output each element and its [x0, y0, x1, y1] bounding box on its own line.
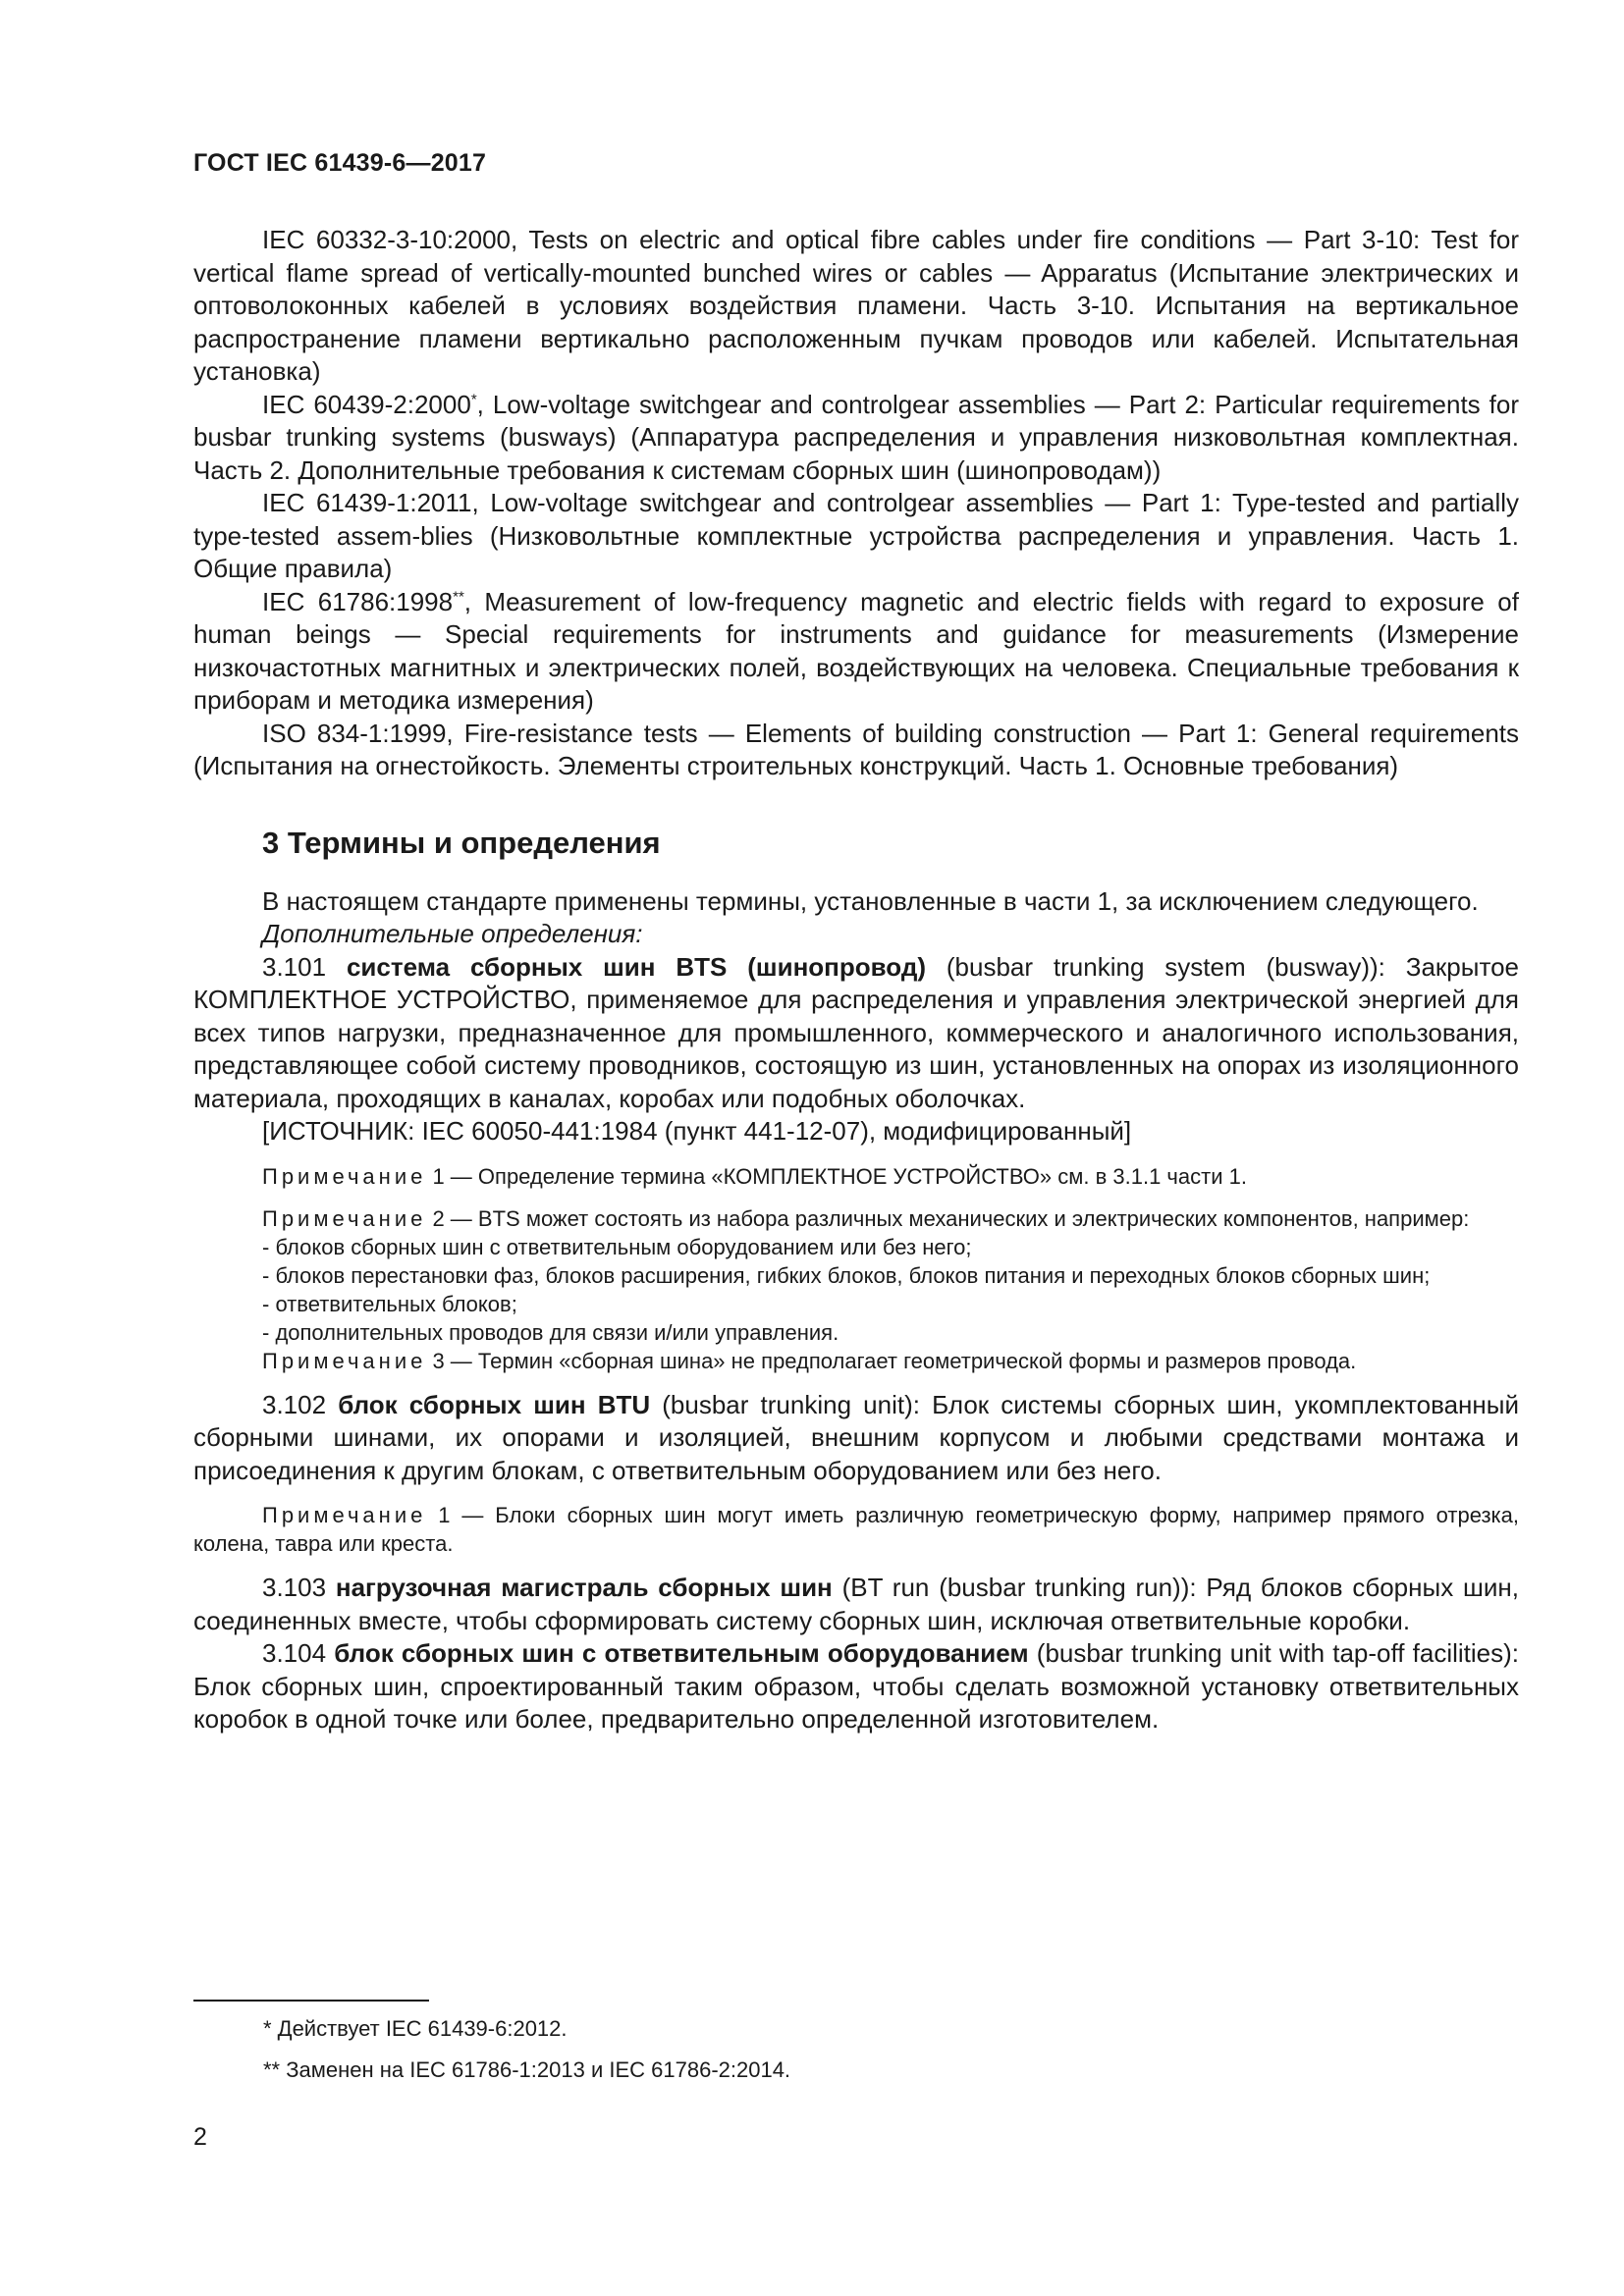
reference-code: IEC 61786:1998: [262, 586, 454, 616]
note-text: 3 — Термин «сборная шина» не предполагает геометрической формы и размеров провода.: [426, 1348, 1357, 1373]
reference-code: IEC 60439-2:2000: [262, 389, 471, 419]
reference-iec-60332: IEC 60332-3-10:2000, Tests on electric and optical fibre cables under fire conditions — Part 3-10: Test for vertical flame spread of vertically-mounted bunched wires or cables — Apparatus (Испытание электрических и оптоволоконных кабелей в условиях воздействия пламени. Часть 3-10. Испытания на вертикальное распространение пламени вертикально расположенным пучкам проводов или кабелей. Испытательная установка): [193, 225, 1519, 386]
page-number: 2: [193, 2123, 207, 2151]
definition-number: 3.103: [262, 1573, 336, 1602]
document-header: ГОСТ IEC 61439-6—2017: [193, 149, 487, 177]
list-item: - ответвительных блоков;: [262, 1291, 517, 1316]
list-item: - блоков перестановки фаз, блоков расширения, гибких блоков, блоков питания и переходных блоков сборных шин;: [262, 1262, 1431, 1288]
reference-text: , Measurement of low-frequency magnetic and electric fields with regard to exposure of human beings — Special requirements for instruments and guidance for measurements (Измерение низкочастотных магнитных и электрических полей, воздействующих на человека. Специальные требования к приборам и методика измерения): [193, 586, 1519, 715]
footnote-mark[interactable]: *: [470, 390, 477, 407]
list-item: - блоков сборных шин с ответвительным оборудованием или без него;: [262, 1234, 972, 1259]
reference-iso-834: ISO 834-1:1999, Fire-resistance tests — Elements of building construction — Part 1: General requirements (Испытания на огнестойкость. Элементы строительных конструкций. Часть 1. Основные требования): [193, 718, 1519, 780]
footnotes: [263, 2014, 790, 2097]
reference-iec-60439: [193, 389, 1519, 488]
definition-3-103: [193, 1572, 1519, 1637]
note-text: 1 — Блоки сборных шин могут иметь различную геометрическую форму, например прямого отрезка, колена, тавра или креста.: [193, 1503, 1519, 1556]
definition-text: (busbar trunking system (busway)): Закрытое КОМПЛЕКТНОЕ УСТРОЙСТВО, применяемое для распределения и управления электрической энергией для всех типов нагрузки, предназначенное для промышленного, коммерческого и аналогичного использования, представляющее собой систему проводников, состоящую из шин, установленных на опорах из изоляционного материала, проходящих в каналах, коробах или подобных оболочках.: [193, 951, 1519, 1113]
definition-3-102: [193, 1389, 1519, 1488]
footnote-2: ** Заменен на IEC 61786-1:2013 и IEC 61786-2:2014.: [263, 2057, 791, 2082]
reference-text: , Low-voltage switchgear and controlgear assemblies — Part 2: Particular requirements for busbar trunking systems (busways) (Аппаратура распределения и управления низковольтная комплектная. Часть 2. Дополнительные требования к системам сборных шин (шинопроводам)): [193, 389, 1519, 485]
definition-number: 3.101: [262, 951, 347, 982]
note-label: Примечание: [262, 1163, 427, 1189]
note-label: Примечание: [262, 1205, 427, 1231]
extra-definitions-label: Дополнительные определения:: [262, 919, 643, 948]
note-2: [193, 1204, 1519, 1233]
reference-iec-61786: [193, 586, 1519, 718]
definition-term: блок сборных шин с ответвительным оборудованием: [334, 1638, 1029, 1668]
definition-number: 3.104: [262, 1638, 335, 1668]
footnote-mark[interactable]: **: [453, 587, 464, 605]
section-title: 3 Термины и определения: [262, 825, 661, 860]
definition-source: [ИСТОЧНИК: IEC 60050-441:1984 (пункт 441-12-07), модифицированный]: [262, 1116, 1132, 1146]
footnote-divider: [193, 2000, 429, 2002]
definition-term: нагрузочная магистраль сборных шин: [335, 1573, 833, 1602]
footnote-1: * Действует IEC 61439-6:2012.: [263, 2016, 568, 2041]
note-label: Примечание: [262, 1503, 427, 1527]
note-1: [193, 1501, 1519, 1558]
note-text: 1 — Определение термина «КОМПЛЕКТНОЕ УСТРОЙСТВО» см. в 3.1.1 части 1.: [426, 1163, 1247, 1189]
definition-3-101: [193, 951, 1519, 1116]
definition-3-104: [193, 1637, 1519, 1736]
page-content: [193, 224, 1519, 1736]
definition-text: (BT run (busbar trunking run)): Ряд блоков сборных шин, соединенных вместе, чтобы сформировать систему сборных шин, исключая ответвительные коробки.: [193, 1573, 1519, 1635]
definition-term: система сборных шин BTS (шинопровод): [346, 951, 926, 982]
definition-number: 3.102: [262, 1389, 339, 1419]
list-item: - дополнительных проводов для связи и/или управления.: [262, 1319, 839, 1345]
note-1: [193, 1162, 1519, 1191]
definition-term: блок сборных шин BTU: [338, 1389, 651, 1419]
definition-text: (busbar trunking unit): Блок системы сборных шин, укомплектованный сборными шинами, их опорами и изоляцией, внешним корпусом и любыми средствами монтажа и присоединения к другим блокам, с ответвительным оборудованием или без него.: [193, 1389, 1519, 1485]
reference-iec-61439-1: IEC 61439-1:2011, Low-voltage switchgear and controlgear assemblies — Part 1: Type-tested and partially type-tested assem-blies (Низковольтные комплектные устройства распределения и управления. Часть 1. Общие правила): [193, 488, 1519, 583]
note-text: 2 — BTS может состоять из набора различных механических и электрических компонентов, например:: [426, 1205, 1470, 1231]
section-intro: В настоящем стандарте применены термины, установленные в части 1, за исключением следующего.: [262, 885, 1479, 916]
note-label: Примечание: [262, 1348, 427, 1373]
note-3: [193, 1347, 1519, 1375]
definition-text: (busbar trunking unit with tap-off facilities): Блок сборных шин, спроектированный таким образом, чтобы сделать возможной установку ответвительных коробок в одной точке или более, предварительно определенной изготовителем.: [193, 1638, 1520, 1734]
